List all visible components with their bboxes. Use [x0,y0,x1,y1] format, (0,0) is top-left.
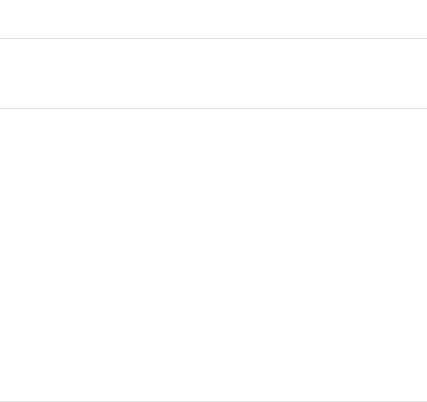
content-area [0,109,427,401]
top-bar [0,0,427,38]
sub-header [0,39,427,108]
